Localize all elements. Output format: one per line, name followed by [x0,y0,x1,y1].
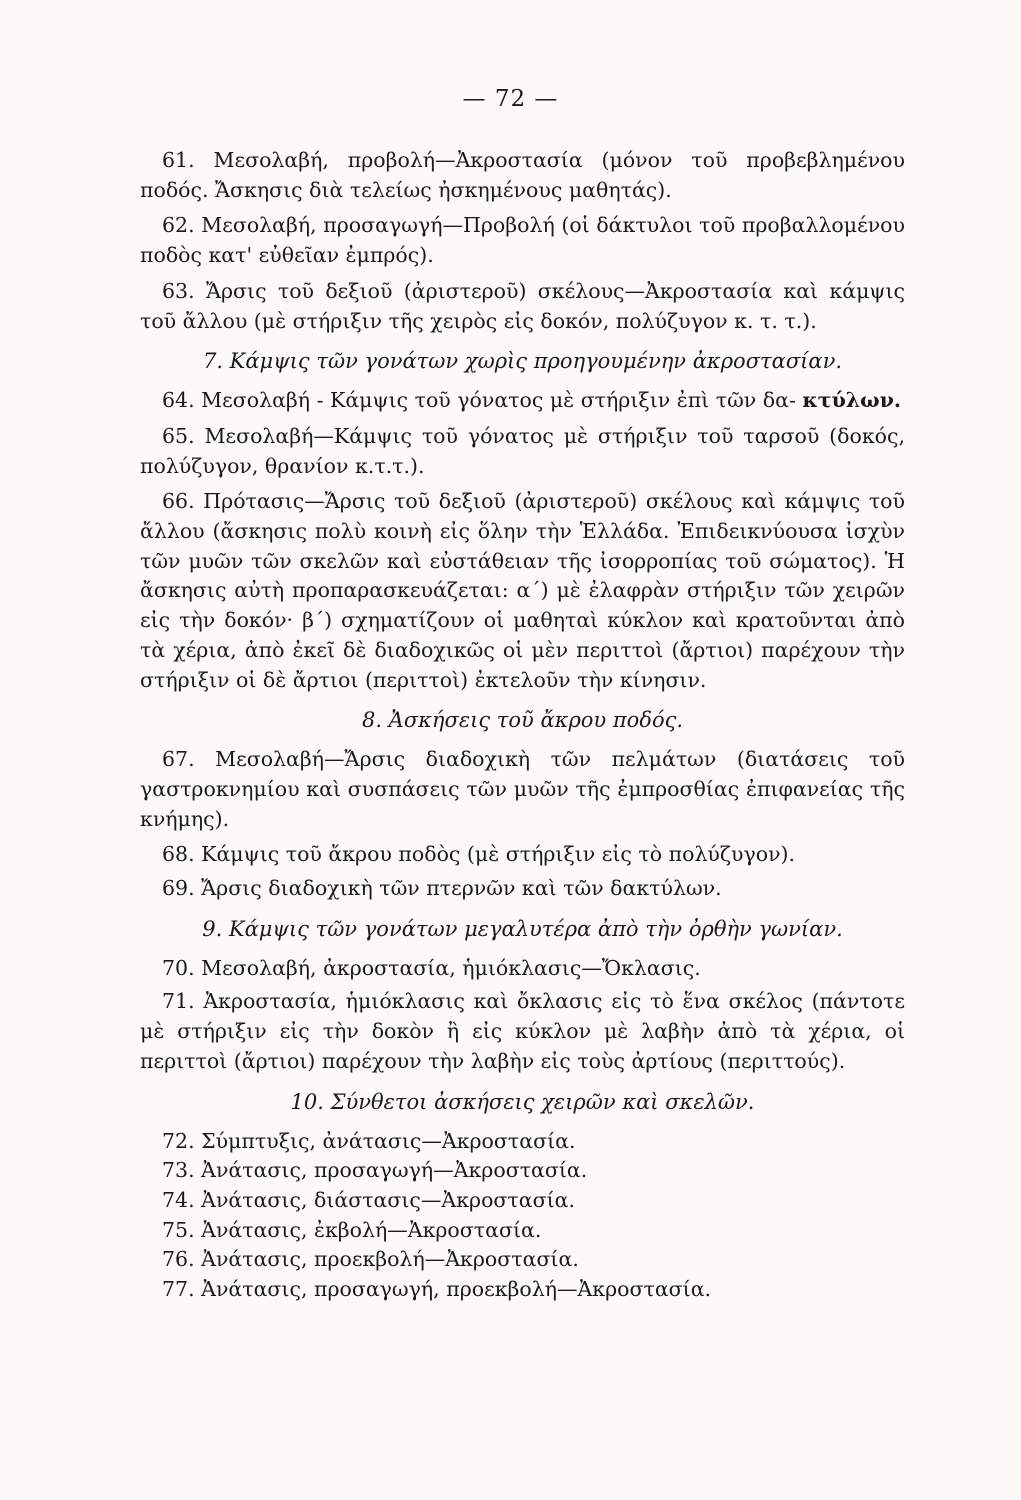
item-number: 72. [162,1128,195,1153]
item-text: Κάμψις τοῦ ἄκρου ποδὸς (μὲ στήριξιν εἰς τὸ πολύζυγον). [201,842,796,867]
item-text: Μεσολαβή - Κάμψις τοῦ γόνατος μὲ στήριξιν ἐπὶ τῶν δα- [201,388,796,413]
item-text: Ἀνάτασις, διάστασις—Ἀκροστασία. [201,1187,575,1212]
item-number: 70. [162,955,195,980]
item-text: Πρότασις—Ἄρσις τοῦ δεξιοῦ (ἀριστεροῦ) σκέλους καὶ κάμψις τοῦ ἄλλου (ἄσκησις πολὺ κοινὴ εἰς ὅλην τὴν Ἑλλάδα. Ἐπιδεικνύουσα ἰσχὺν τῶν μυῶν τῶν σκελῶν καὶ εὐστάθειαν τῆς ἰσορροπίας τοῦ σώματος). Ἡ ἄσκησις αὐτὴ προπαρασκευάζεται: α΄) μὲ ἐλαφρὰν στήριξιν τῶν χειρῶν εἰς τὴν δοκόν· β΄) σχηματίζουν οἱ μαθηταὶ κύκλον καὶ κρατοῦνται ἀπὸ τὰ χέρια, ἀπὸ ἐκεῖ δὲ διαδοχικῶς οἱ μὲν περιττοὶ (ἄρτιοι) παρέχουν τὴν στήριξιν οἱ δὲ ἄρτιοι (περιττοὶ) ἐκτελοῦν τὴν κίνησιν. [140,489,905,692]
list-item [140,1245,905,1275]
item-text: Ἀνάτασις, προσαγωγή—Ἀκροστασία. [201,1158,588,1183]
list-item [140,1156,905,1186]
item-number: 74. [162,1187,195,1212]
list-item [140,487,905,695]
item-number: 64. [162,388,195,413]
list-item [140,277,905,336]
list-item [140,1275,905,1305]
item-text: Ἀκροστασία, ἡμιόκλασις καὶ ὄκλασις εἰς τὸ ἕνα σκέλος (πάντοτε μὲ στήριξιν εἰς τὴν δοκὸν ἢ εἰς κύκλον μὲ λαβὴν ἀπὸ τὰ χέρια, οἱ περιττοὶ (ἄρτιοι) παρέχουν τὴν λαβὴν εἰς τοὺς ἀρτίους (περιττούς). [140,989,905,1073]
item-text-bold: κτύλων. [802,388,902,413]
item-number: 67. [162,747,195,772]
item-text: Ἄρσις διαδοχικὴ τῶν πτερνῶν καὶ τῶν δακτύλων. [201,876,722,901]
item-number: 75. [162,1217,195,1242]
item-number: 63. [162,278,195,303]
item-text: Μεσολαβή, ἀκροστασία, ἡμιόκλασις—Ὄκλασις. [201,955,701,980]
list-item [140,745,905,834]
list-item [140,386,905,416]
item-text: Μεσολαβή, προβολή—Ἀκροστασία (μόνον τοῦ προβεβλημένου ποδός. Ἄσκησις διὰ τελείως ἠσκημένους μαθητάς). [140,148,905,202]
item-number: 73. [162,1158,195,1183]
item-number: 61. [162,148,195,172]
item-number: 69. [162,876,195,901]
section-heading-9: 9. Κάμψις τῶν γονάτων μεγαλυτέρα ἀπὸ τὴν ὀρθὴν γωνίαν. [202,916,843,941]
list-item [140,1216,905,1246]
item-text: Ἀνάτασις, προεκβολή—Ἀκροστασία. [201,1247,579,1272]
item-text: Μεσολαβή, προσαγωγή—Προβολή (οἱ δάκτυλοι τοῦ προβαλλομένου ποδὸς κατ' εὐθεῖαν ἐμπρός). [140,213,905,268]
item-number: 62. [162,213,195,238]
list-item [140,1127,905,1157]
item-number: 76. [162,1247,195,1272]
section-heading-10: 10. Σύνθετοι ἀσκήσεις χειρῶν καὶ σκελῶν. [290,1089,755,1114]
item-text: Ἄρσις τοῦ δεξιοῦ (ἀριστεροῦ) σκέλους—Ἀκροστασία καὶ κάμψις τοῦ ἄλλου (μὲ στήριξιν τῆς χειρὸς εἰς δοκόν, πολύζυγον κ. τ. τ.). [140,278,905,333]
page-body [140,146,905,1305]
item-number: 71. [162,989,195,1014]
section-heading-7: 7. Κάμψις τῶν γονάτων χωρὶς προηγουμένην ἀκροστασίαν. [202,349,843,374]
list-item [140,874,905,904]
section-heading-8: 8. Ἀσκήσεις τοῦ ἄκρου ποδός. [361,708,684,733]
item-text: Ἀνάτασις, ἐκβολή—Ἀκροστασία. [201,1217,542,1242]
item-text: Σύμπτυξις, ἀνάτασις—Ἀκροστασία. [201,1128,576,1153]
item-text: Ἀνάτασις, προσαγωγή, προεκβολή—Ἀκροστασία. [201,1277,712,1302]
item-number: 66. [162,489,195,514]
item-number: 77. [162,1277,195,1302]
item-text: Μεσολαβή—Ἄρσις διαδοχικὴ τῶν πελμάτων (διατάσεις τοῦ γαστροκνημίου καὶ συσπάσεις τῶν μυῶν τῆς ἐμπροσθίας ἐπιφανείας τῆς κνήμης). [140,747,905,831]
list-item [140,211,905,270]
item-number: 68. [162,842,195,867]
list-item [140,840,905,870]
list-item [140,954,905,984]
list-item [140,146,905,205]
list-item [140,422,905,481]
items-list [140,1127,905,1305]
list-item [140,1186,905,1216]
list-item [140,987,905,1076]
item-number: 65. [162,423,195,448]
page-number: — 72 — [462,86,559,112]
item-text: Μεσολαβή—Κάμψις τοῦ γόνατος μὲ στήριξιν τοῦ ταρσοῦ (δοκός, πολύζυγον, θρανίον κ.τ.τ.). [140,423,905,478]
